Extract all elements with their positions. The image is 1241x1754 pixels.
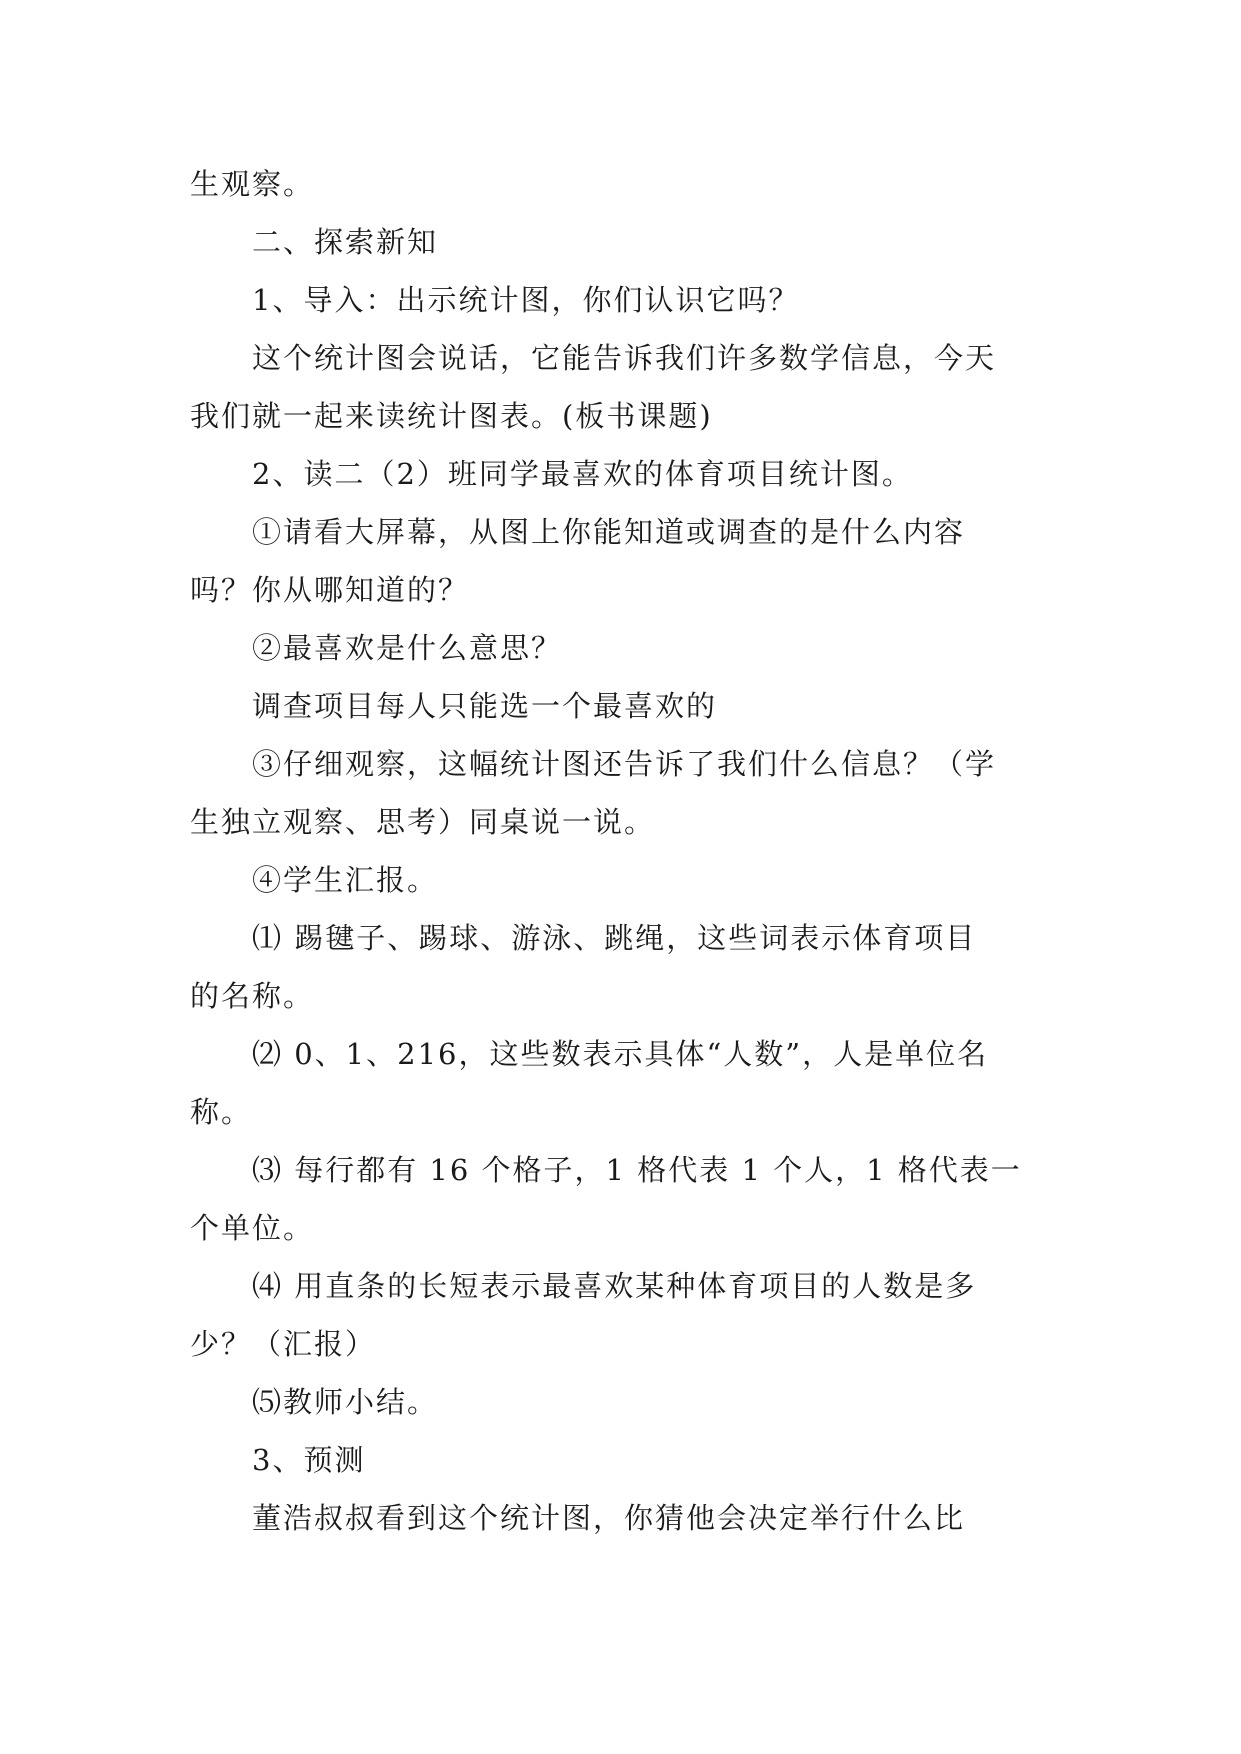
- text-line: 的名称。: [190, 979, 315, 1013]
- paragraph-step-5: [190, 1373, 1050, 1431]
- text-line: ②最喜欢是什么意思？: [252, 631, 563, 665]
- paragraph-item-1: [190, 909, 1050, 1025]
- paragraph-step-1: [190, 503, 1050, 619]
- text-line: 3、预测: [252, 1443, 366, 1477]
- paragraph-step-3: [190, 735, 1050, 851]
- text-line: 生独立观察、思考）同桌说一说。: [190, 805, 656, 839]
- paragraph-intro: [190, 271, 1050, 329]
- section-heading-predict: [190, 1431, 1050, 1489]
- text-line: ⑶ 每行都有 16 个格子，1 格代表 1 个人，1 格代表一: [252, 1153, 1022, 1187]
- text-line: 称。: [190, 1095, 253, 1129]
- text-line: 1、导入：出示统计图，你们认识它吗？: [252, 283, 800, 317]
- document-body: [190, 155, 1050, 1547]
- paragraph-step-4: [190, 851, 1050, 909]
- paragraph-item-3: [190, 1141, 1050, 1257]
- paragraph-step-2: [190, 619, 1050, 677]
- paragraph-item-2: [190, 1025, 1050, 1141]
- text-line: ①请看大屏幕，从图上你能知道或调查的是什么内容: [252, 515, 966, 549]
- text-line: ⑵ 0、1、216，这些数表示具体“人数”，人是单位名: [252, 1037, 989, 1071]
- text-line: 2、读二（2）班同学最喜欢的体育项目统计图。: [252, 457, 913, 491]
- text-line: 生观察。: [190, 167, 315, 201]
- text-line: 这个统计图会说话，它能告诉我们许多数学信息，今天: [252, 341, 997, 375]
- paragraph-survey-note: [190, 677, 1050, 735]
- text-line: 二、探索新知: [252, 225, 439, 259]
- text-line: ③仔细观察，这幅统计图还告诉了我们什么信息？（学: [252, 747, 997, 781]
- section-heading-explore: [190, 213, 1050, 271]
- paragraph-continuation: [190, 155, 1050, 213]
- text-line: 调查项目每人只能选一个最喜欢的: [252, 689, 718, 723]
- text-line: 我们就一起来读统计图表。(板书课题): [190, 399, 713, 433]
- text-line: ⑷ 用直条的长短表示最喜欢某种体育项目的人数是多: [252, 1269, 977, 1303]
- text-line: 少？（汇报）: [190, 1327, 377, 1361]
- paragraph-chart-talks: [190, 329, 1050, 445]
- paragraph-read-chart: [190, 445, 1050, 503]
- text-line: 个单位。: [190, 1211, 315, 1245]
- text-line: ④学生汇报。: [252, 863, 439, 897]
- paragraph-predict-question: [190, 1489, 1050, 1547]
- text-line: 董浩叔叔看到这个统计图，你猜他会决定举行什么比: [252, 1501, 966, 1535]
- text-line: ⑴ 踢毽子、踢球、游泳、跳绳，这些词表示体育项目: [252, 921, 977, 955]
- text-line: ⑸教师小结。: [252, 1385, 439, 1419]
- paragraph-item-4: [190, 1257, 1050, 1373]
- text-line: 吗？你从哪知道的？: [190, 573, 470, 607]
